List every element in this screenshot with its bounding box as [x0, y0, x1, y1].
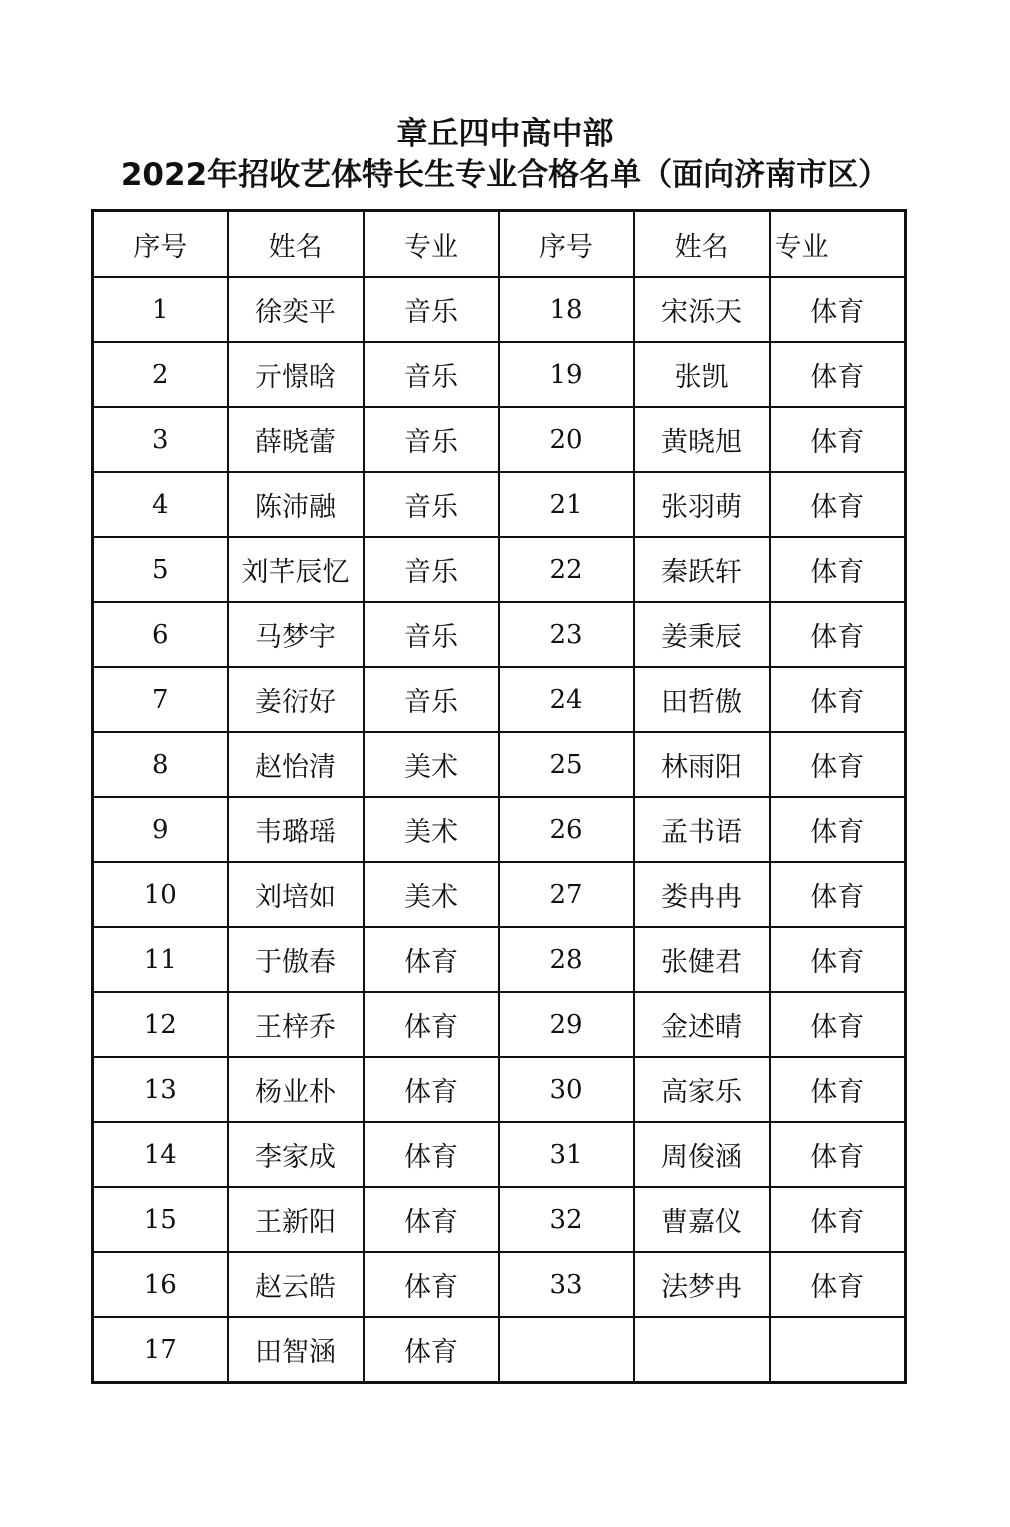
cell-name-left: 赵云皓: [228, 1252, 364, 1317]
cell-name-left: 王新阳: [228, 1187, 364, 1252]
cell-name-right: 娄冉冉: [634, 862, 770, 927]
cell-seq-left: 5: [93, 537, 228, 602]
table-row: [93, 667, 906, 732]
table-header-row: [93, 211, 906, 278]
table-row: [93, 797, 906, 862]
cell-seq-left: 15: [93, 1187, 228, 1252]
cell-name-right: 张凯: [634, 342, 770, 407]
table-row: [93, 1057, 906, 1122]
cell-major-right: 体育: [770, 537, 906, 602]
cell-name-right: 林雨阳: [634, 732, 770, 797]
cell-name-left: 薛晓蕾: [228, 407, 364, 472]
cell-seq-right: 31: [499, 1122, 634, 1187]
table-row: [93, 277, 906, 342]
cell-name-left: 韦璐瑶: [228, 797, 364, 862]
cell-major-right: 体育: [770, 407, 906, 472]
header-major-left: 专业: [364, 211, 499, 278]
cell-major-right: 体育: [770, 667, 906, 732]
cell-seq-left: 11: [93, 927, 228, 992]
cell-seq-left: 14: [93, 1122, 228, 1187]
cell-seq-right: [499, 1317, 634, 1383]
table-row: [93, 1187, 906, 1252]
cell-major-left: 美术: [364, 862, 499, 927]
cell-major-right: 体育: [770, 472, 906, 537]
cell-name-left: 田智涵: [228, 1317, 364, 1383]
cell-major-left: 体育: [364, 1187, 499, 1252]
table-row: [93, 407, 906, 472]
cell-name-right: 宋泺天: [634, 277, 770, 342]
header-major-right: 专业: [770, 211, 906, 278]
cell-seq-left: 17: [93, 1317, 228, 1383]
page-title: 章丘四中高中部: [396, 116, 614, 152]
cell-seq-right: 26: [499, 797, 634, 862]
cell-seq-right: 28: [499, 927, 634, 992]
cell-major-right: 体育: [770, 1057, 906, 1122]
cell-major-left: 体育: [364, 992, 499, 1057]
cell-seq-left: 12: [93, 992, 228, 1057]
table-row: [93, 927, 906, 992]
cell-seq-left: 4: [93, 472, 228, 537]
cell-name-right: 黄晓旭: [634, 407, 770, 472]
cell-name-left: 徐奕平: [228, 277, 364, 342]
cell-major-right: 体育: [770, 1122, 906, 1187]
roster-table: [91, 209, 907, 1384]
cell-name-right: 秦跃轩: [634, 537, 770, 602]
cell-seq-right: 18: [499, 277, 634, 342]
cell-seq-left: 3: [93, 407, 228, 472]
cell-name-right: 田哲傲: [634, 667, 770, 732]
cell-major-right: 体育: [770, 1252, 906, 1317]
cell-name-left: 刘培如: [228, 862, 364, 927]
cell-major-left: 音乐: [364, 472, 499, 537]
cell-name-right: 金述晴: [634, 992, 770, 1057]
table-row: [93, 992, 906, 1057]
header-seq-right: 序号: [499, 211, 634, 278]
cell-major-right: 体育: [770, 732, 906, 797]
cell-seq-right: 22: [499, 537, 634, 602]
table-row: [93, 1252, 906, 1317]
table-body: [93, 277, 906, 1383]
cell-name-left: 姜衍好: [228, 667, 364, 732]
cell-seq-right: 33: [499, 1252, 634, 1317]
cell-major-left: 音乐: [364, 277, 499, 342]
cell-seq-right: 23: [499, 602, 634, 667]
header-name-right: 姓名: [634, 211, 770, 278]
cell-major-left: 体育: [364, 1317, 499, 1383]
cell-major-left: 体育: [364, 927, 499, 992]
cell-seq-right: 27: [499, 862, 634, 927]
table-row: [93, 1122, 906, 1187]
cell-seq-right: 19: [499, 342, 634, 407]
cell-major-right: 体育: [770, 992, 906, 1057]
cell-major-right: 体育: [770, 342, 906, 407]
cell-seq-left: 10: [93, 862, 228, 927]
cell-name-left: 杨业朴: [228, 1057, 364, 1122]
cell-major-right: 体育: [770, 1187, 906, 1252]
cell-seq-right: 21: [499, 472, 634, 537]
cell-name-left: 赵怡清: [228, 732, 364, 797]
cell-major-right: [770, 1317, 906, 1383]
cell-major-left: 美术: [364, 797, 499, 862]
cell-major-left: 体育: [364, 1057, 499, 1122]
table-row: [93, 472, 906, 537]
cell-seq-left: 7: [93, 667, 228, 732]
cell-major-right: 体育: [770, 797, 906, 862]
cell-major-left: 体育: [364, 1122, 499, 1187]
cell-seq-left: 9: [93, 797, 228, 862]
cell-major-left: 音乐: [364, 602, 499, 667]
cell-name-right: 姜秉辰: [634, 602, 770, 667]
cell-major-left: 体育: [364, 1252, 499, 1317]
table-row: [93, 602, 906, 667]
cell-name-right: 周俊涵: [634, 1122, 770, 1187]
header-name-left: 姓名: [228, 211, 364, 278]
cell-seq-left: 16: [93, 1252, 228, 1317]
cell-name-left: 李家成: [228, 1122, 364, 1187]
cell-major-left: 音乐: [364, 407, 499, 472]
cell-seq-left: 8: [93, 732, 228, 797]
cell-name-right: 张羽萌: [634, 472, 770, 537]
cell-major-right: 体育: [770, 602, 906, 667]
cell-name-right: 法梦冉: [634, 1252, 770, 1317]
cell-seq-right: 30: [499, 1057, 634, 1122]
table-row: [93, 1317, 906, 1383]
table-row: [93, 342, 906, 407]
cell-seq-left: 2: [93, 342, 228, 407]
cell-major-right: 体育: [770, 927, 906, 992]
cell-seq-right: 29: [499, 992, 634, 1057]
table-row: [93, 537, 906, 602]
cell-name-left: 马梦宇: [228, 602, 364, 667]
cell-seq-right: 20: [499, 407, 634, 472]
cell-name-right: [634, 1317, 770, 1383]
table-row: [93, 862, 906, 927]
cell-name-left: 亓憬晗: [228, 342, 364, 407]
cell-name-right: 张健君: [634, 927, 770, 992]
cell-name-left: 陈沛融: [228, 472, 364, 537]
cell-major-left: 音乐: [364, 667, 499, 732]
cell-major-right: 体育: [770, 277, 906, 342]
cell-major-left: 音乐: [364, 342, 499, 407]
header-seq-left: 序号: [93, 211, 228, 278]
cell-name-right: 孟书语: [634, 797, 770, 862]
cell-major-right: 体育: [770, 862, 906, 927]
cell-seq-left: 6: [93, 602, 228, 667]
cell-major-left: 音乐: [364, 537, 499, 602]
cell-name-left: 于傲春: [228, 927, 364, 992]
cell-major-left: 美术: [364, 732, 499, 797]
cell-seq-left: 13: [93, 1057, 228, 1122]
cell-name-right: 高家乐: [634, 1057, 770, 1122]
cell-name-right: 曹嘉仪: [634, 1187, 770, 1252]
cell-name-left: 王梓乔: [228, 992, 364, 1057]
table-row: [93, 732, 906, 797]
cell-seq-left: 1: [93, 277, 228, 342]
page-subtitle: 2022年招收艺体特长生专业合格名单（面向济南市区）: [120, 157, 890, 193]
cell-seq-right: 32: [499, 1187, 634, 1252]
cell-name-left: 刘芊辰忆: [228, 537, 364, 602]
cell-seq-right: 25: [499, 732, 634, 797]
cell-seq-right: 24: [499, 667, 634, 732]
